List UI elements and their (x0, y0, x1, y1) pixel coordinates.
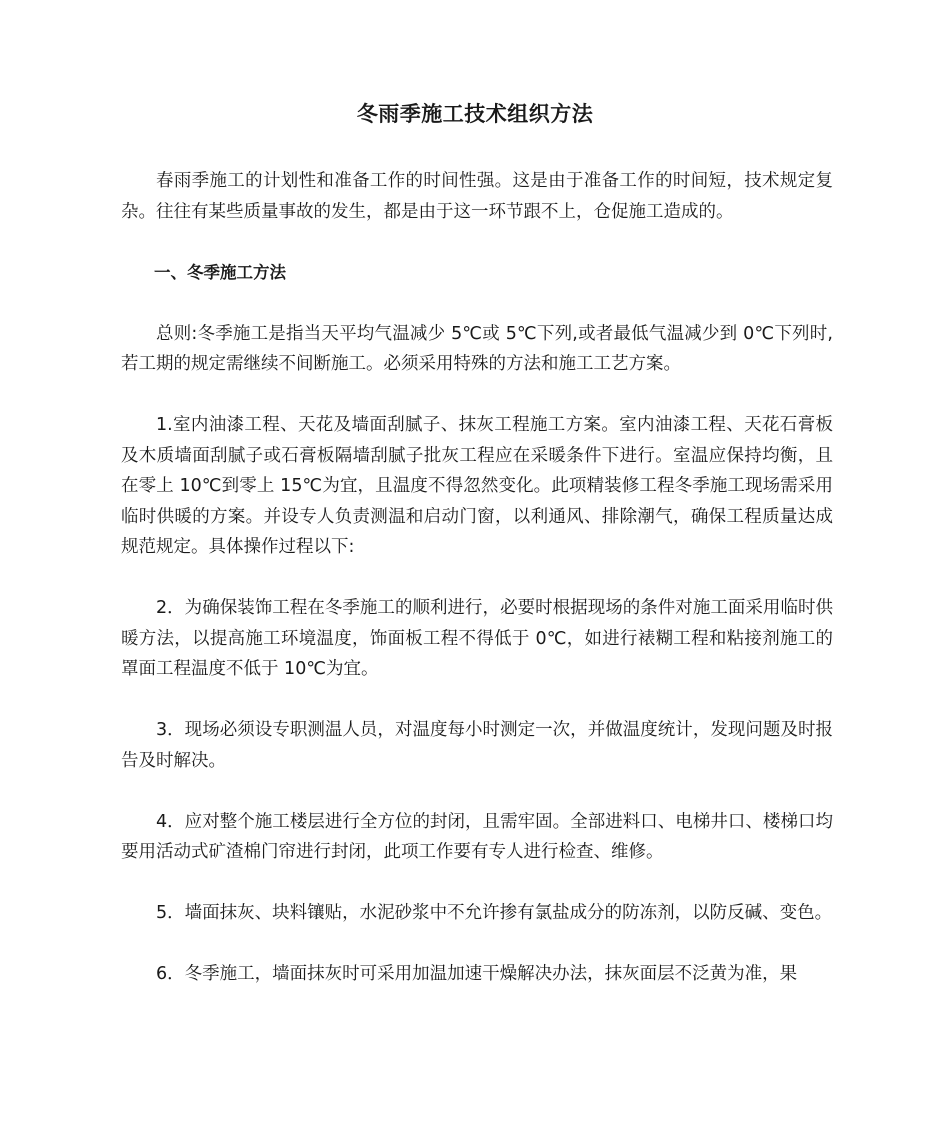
document-body (121, 166, 833, 1020)
item-paragraph-1: 1.室内油漆工程、天花及墙面刮腻子、抹灰工程施工方案。室内油漆工程、天花石膏板及木质墙面刮腻子或石膏板隔墙刮腻子批灰工程应在采暖条件下进行。室温应保持均衡，且在零上 10℃到零上 15℃为宜，且温度不得忽然变化。此项精装修工程冬季施工现场需采用临时供暖的方案。并设专人负责测温和启动门窗，以利通风、排除潮气，确保工程质量达成规范规定。具体操作过程以下: (121, 415, 833, 557)
section-heading: 一、冬季施工方法 (154, 262, 286, 282)
item-paragraph-4: 4．应对整个施工楼层进行全方位的封闭，且需牢固。全部进料口、电梯井口、楼梯口均要用活动式矿渣棉门帘进行封闭，此项工作要有专人进行检查、维修。 (121, 811, 833, 862)
item-paragraph-6: 6．冬季施工，墙面抹灰时可采用加温加速干燥解决办法，抹灰面层不泛黄为准，果 (156, 964, 798, 984)
general-rule-paragraph: 总则:冬季施工是指当天平均气温减少 5℃或 5℃下列,或者最低气温减少到 0℃下列时,若工期的规定需继续不间断施工。必须采用特殊的方法和施工工艺方案。 (121, 323, 833, 374)
item-paragraph-3: 3．现场必须设专职测温人员，对温度每小时测定一次，并做温度统计，发现问题及时报告及时解决。 (121, 720, 833, 771)
item-paragraph-5: 5．墙面抹灰、块料镶贴，水泥砂浆中不允许掺有氯盐成分的防冻剂，以防反碱、变色。 (156, 903, 833, 923)
item-paragraph-2: 2．为确保装饰工程在冬季施工的顺利进行，必要时根据现场的条件对施工面采用临时供暖方法，以提高施工环境温度，饰面板工程不得低于 0℃，如进行裱糊工程和粘接剂施工的罩面工程温度不低于 10℃为宜。 (121, 598, 833, 679)
intro-paragraph: 春雨季施工的计划性和准备工作的时间性强。这是由于准备工作的时间短，技术规定复杂。往往有某些质量事故的发生，都是由于这一环节跟不上，仓促施工造成的。 (121, 171, 833, 222)
document-title: 冬雨季施工技术组织方法 (356, 102, 594, 126)
